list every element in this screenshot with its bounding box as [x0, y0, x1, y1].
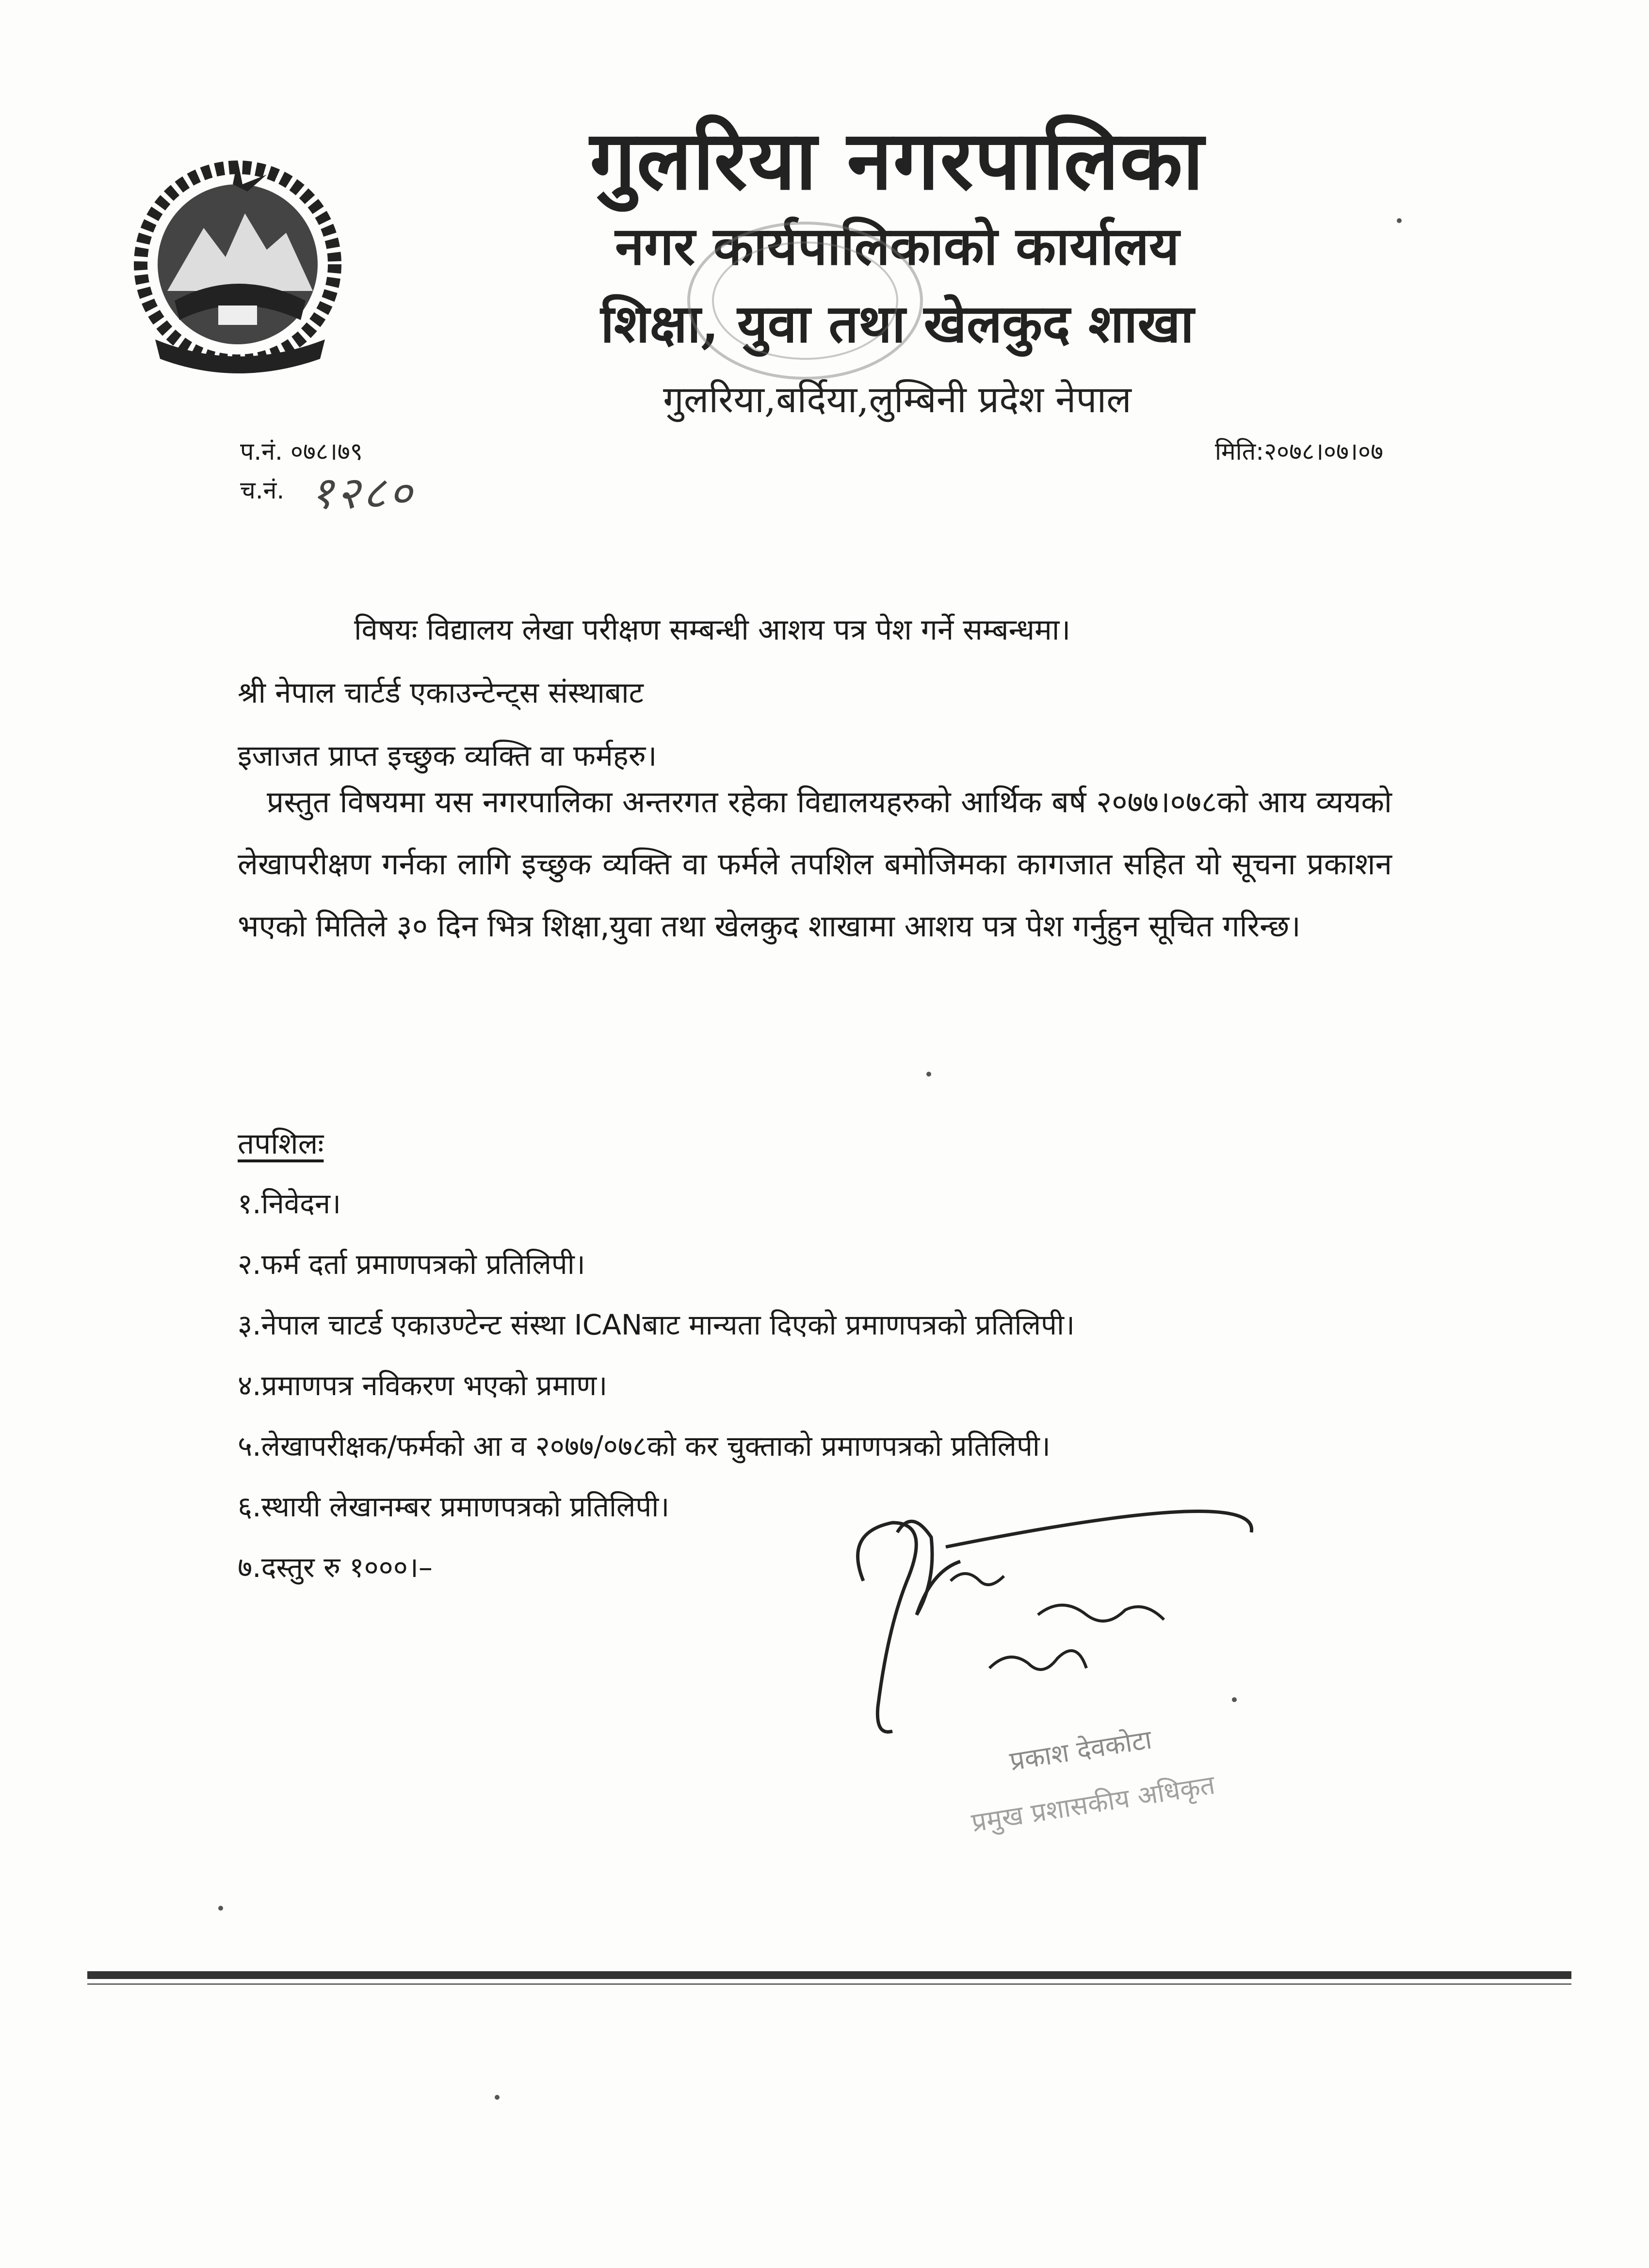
list-item: ५.लेखापरीक्षक/फर्मको आ व २०७७/०७८को कर चुक्ताको प्रमाणपत्रको प्रतिलिपी। [238, 1430, 1051, 1463]
scan-speck [218, 1906, 223, 1911]
addressee-line-1: श्री नेपाल चार्टर्ड एकाउन्टेन्ट्स संस्थाबाट [238, 676, 644, 710]
office-address: गुलरिया,बर्दिया,लुम्बिनी प्रदेश नेपाल [663, 378, 1132, 421]
office-name: नगर कार्यपालिकाको कार्यालय [615, 216, 1180, 277]
body-text: प्रस्तुत विषयमा यस नगरपालिका अन्तरगत रहेका विद्यालयहरुको आर्थिक बर्ष २०७७।०७८को आय व्ययको लेखापरीक्षण गर्नका लागि इच्छुक व्यक्ति वा फर्मले तपशिल बमोजिमका कागजात सहित यो सूचना प्रकाशन भएको मितिले ३० दिन भित्र शिक्षा,युवा तथा खेलकुद शाखामा आशय पत्र पेश गर्नुहुन सूचित गरिन्छ। [238, 784, 1392, 944]
dispatch-number: १२८० [310, 467, 415, 519]
signatory-title-stamp: प्रमुख प्रशासकीय अधिकृत [969, 1769, 1217, 1838]
list-item: २.फर्म दर्ता प्रमाणपत्रको प्रतिलिपी। [238, 1248, 585, 1281]
dispatch-label: च.नं. [240, 476, 285, 504]
scan-speck [1232, 1697, 1237, 1702]
footer-rule [87, 1971, 1571, 1979]
list-item: ३.नेपाल चाटर्ड एकाउण्टेन्ट संस्था ICANबाट मान्यता दिएको प्रमाणपत्रको प्रतिलिपी। [238, 1308, 1075, 1341]
section-name: शिक्षा, युवा तथा खेलकुद शाखा [600, 293, 1194, 354]
body-paragraph [238, 771, 1392, 957]
subject-line: विषयः विद्यालय लेखा परीक्षण सम्बन्धी आशय पत्र पेश गर्ने सम्बन्धमा। [354, 613, 1071, 647]
list-item: १.निवेदन। [238, 1187, 341, 1220]
footer-rule-thin [87, 1983, 1571, 1985]
municipality-name: गुलरिया नगरपालिका [590, 112, 1205, 208]
list-item: ६.स्थायी लेखानम्बर प्रमाणपत्रको प्रतिलिपी। [238, 1490, 670, 1523]
addressee-line-2: इजाजत प्राप्त इच्छुक व्यक्ति वा फर्महरु। [238, 739, 657, 773]
scan-speck [1397, 218, 1402, 223]
letter-number: प.नं. ०७८।७९ [240, 437, 363, 466]
nepal-emblem-icon [121, 145, 354, 373]
list-item: ४.प्रमाणपत्र नविकरण भएको प्रमाण। [238, 1369, 608, 1402]
office-seal-icon [669, 209, 941, 393]
scan-speck [926, 1072, 931, 1077]
letter-date: मिति:२०७८।०७।०७ [1214, 437, 1383, 466]
signature-icon [834, 1503, 1271, 1775]
list-item: ७.दस्तुर रु १०००।– [238, 1551, 433, 1584]
scan-speck [495, 2095, 500, 2100]
signatory-name-stamp: प्रकाश देवकोटा [1007, 1724, 1154, 1777]
details-heading: तपशिलः [238, 1127, 324, 1161]
